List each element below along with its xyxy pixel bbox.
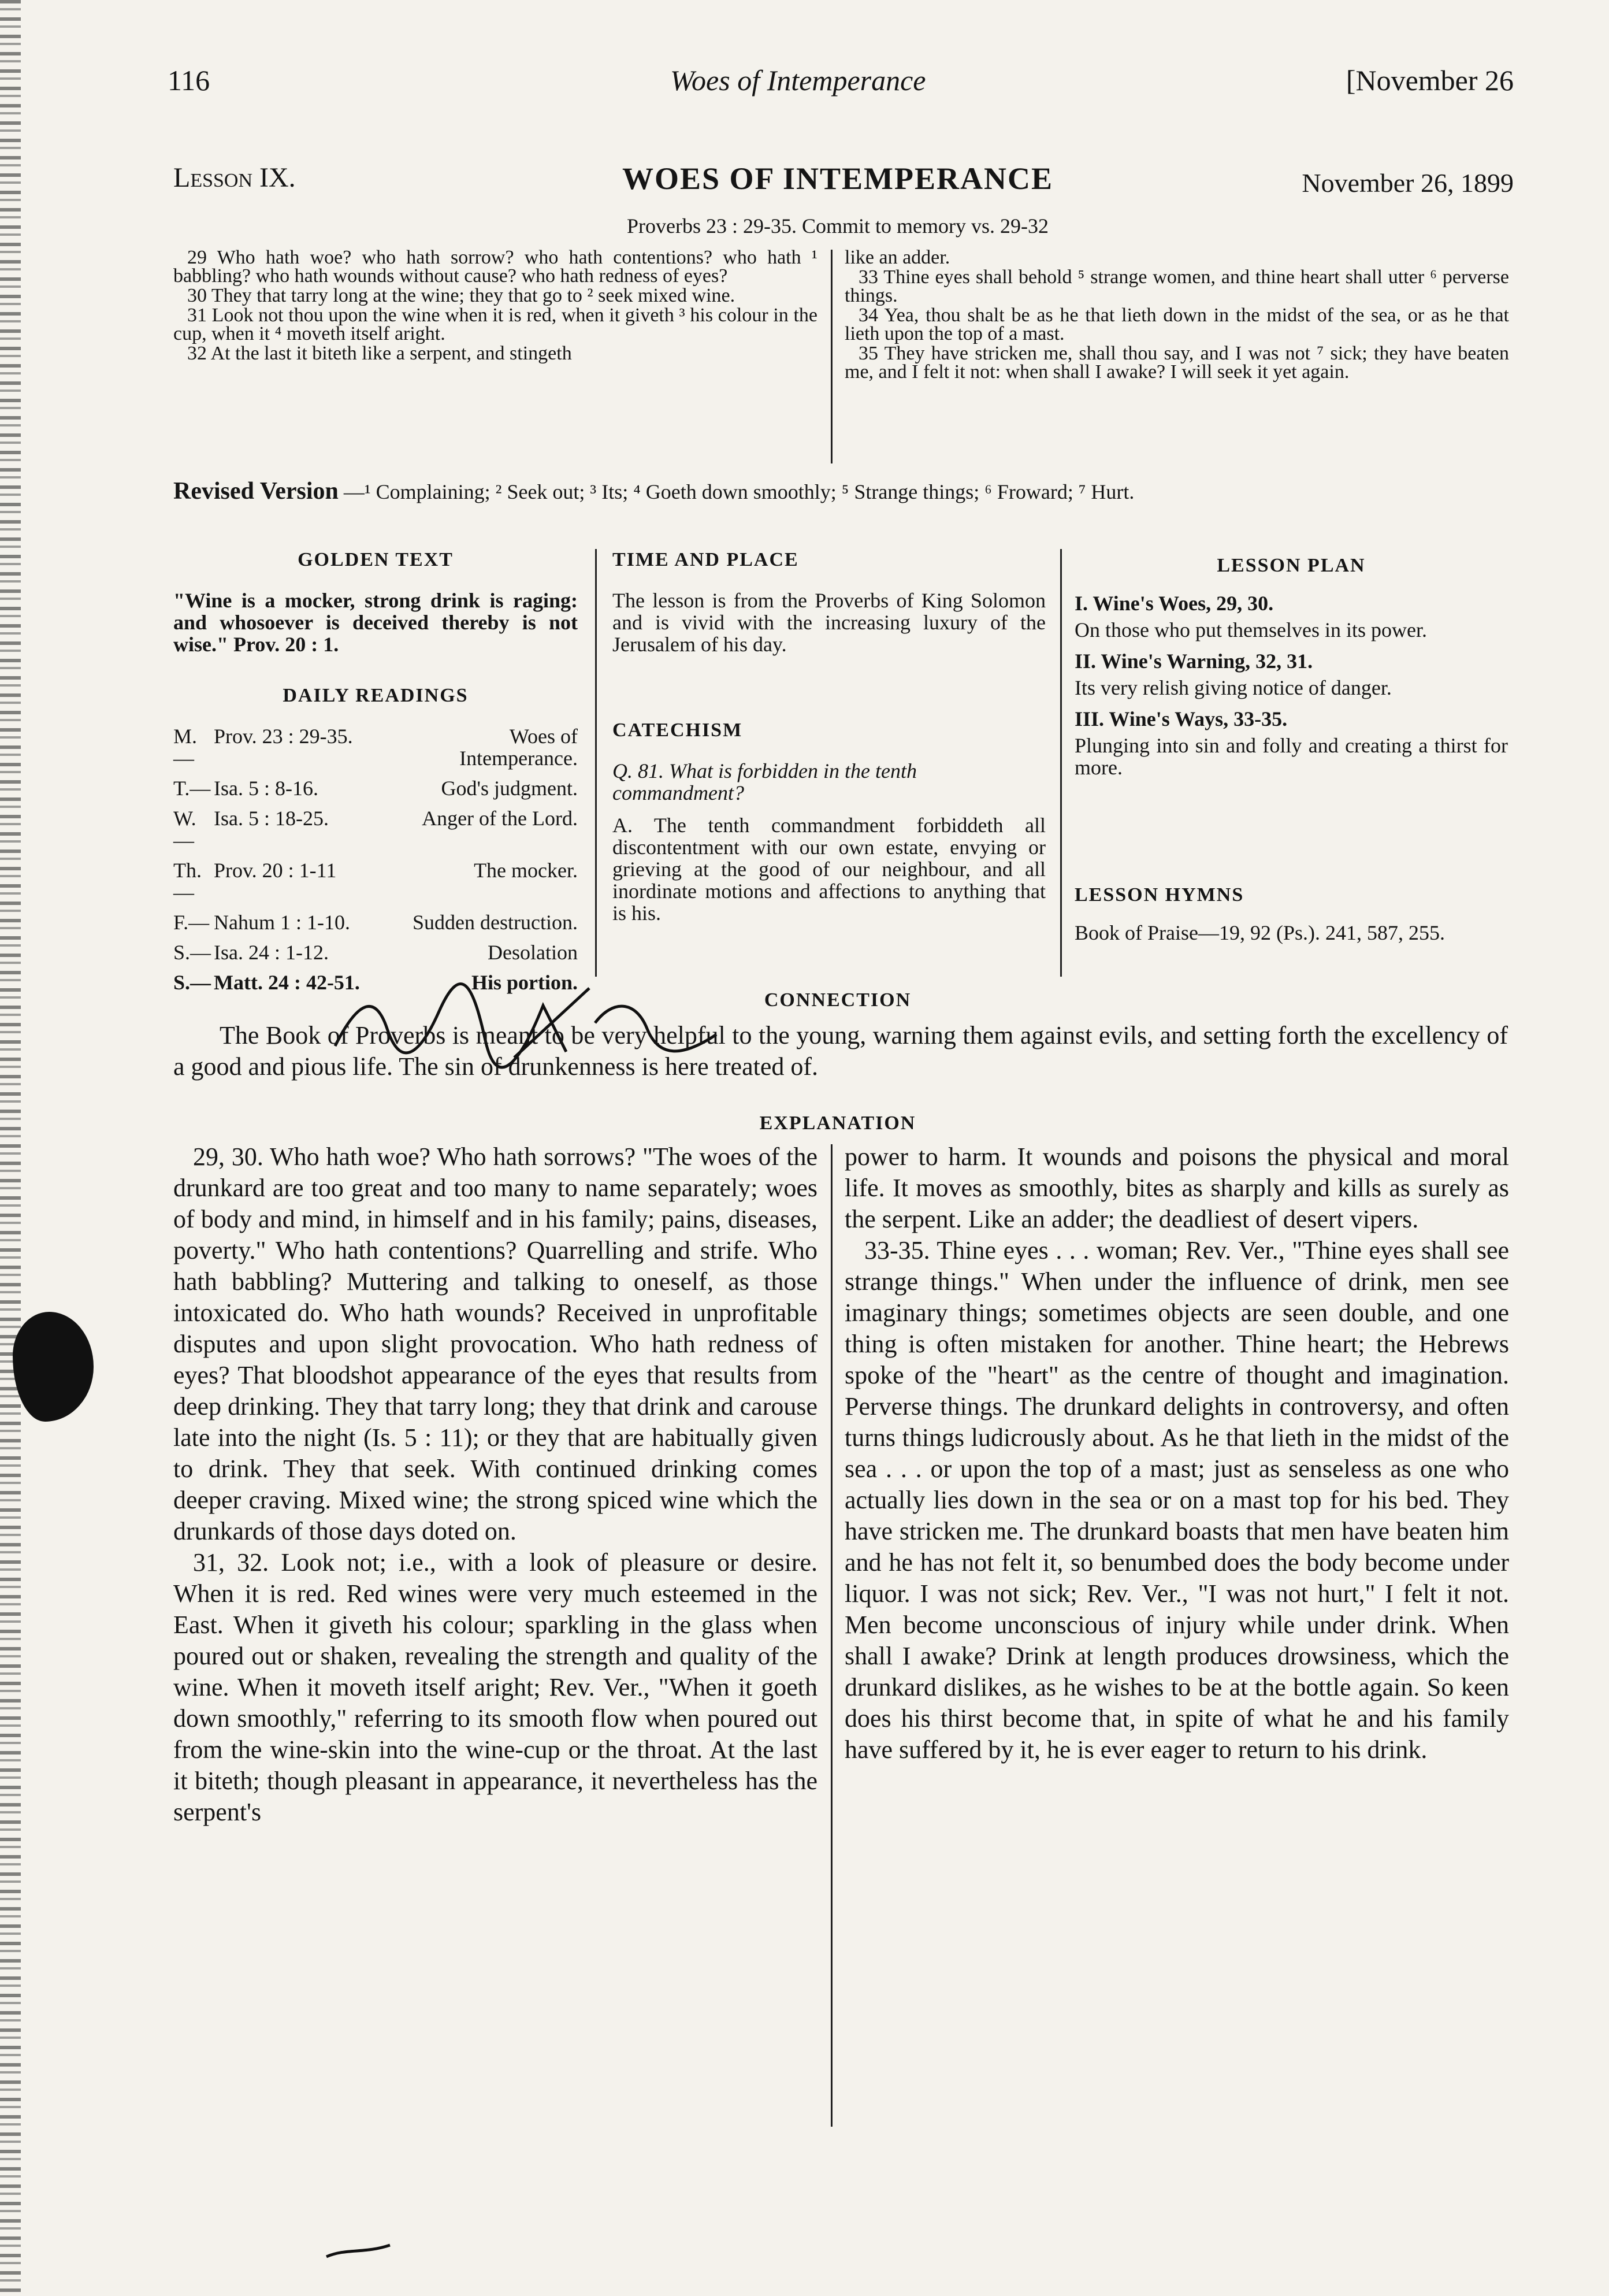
reading-row — [173, 859, 578, 903]
revised-version — [173, 480, 1508, 503]
verse-31: 31 Look not thou upon the wine when it is red, when it giveth ³ his colour in the cup, when it ⁴ moveth itself aright. — [173, 305, 817, 344]
verse-34: 34 Yea, thou shalt be as he that lieth down in the midst of the sea, or as he that lieth upon the top of a mast. — [845, 305, 1509, 344]
verse-30: 30 They that tarry long at the wine; they that go to ² seek mixed wine. — [187, 285, 735, 306]
running-date: [November 26 — [1346, 64, 1514, 97]
reading-title: God's judgment. — [441, 777, 578, 800]
reading-day: F.— — [173, 911, 210, 934]
lesson-hymns-heading: LESSON HYMNS — [1075, 884, 1244, 906]
column-divider-1 — [595, 549, 597, 977]
reading-ref: Matt. 24 : 42-51. — [214, 971, 360, 994]
explanation-heading: EXPLANATION — [759, 1112, 916, 1134]
reading-ref: Prov. 20 : 1-11 — [214, 859, 337, 882]
time-place-heading: TIME AND PLACE — [612, 549, 799, 570]
scripture-left-column — [173, 248, 817, 364]
lesson-number: Lesson IX. — [173, 162, 296, 193]
catechism-answer: A. The tenth commandment forbiddeth all discontentment with our own estate, envying or grieving at the good of our neighbour, and all inordinate motions and affections to anything that is his. — [612, 814, 1046, 925]
plan-item-text: On those who put themselves in its power. — [1075, 618, 1427, 641]
lesson-plan-list — [1075, 592, 1508, 783]
reading-day: M.— — [173, 725, 198, 770]
running-title: Woes of Intemperance — [670, 64, 926, 97]
lesson-title: WOES OF INTEMPERANCE — [622, 161, 1054, 196]
verse-29: 29 Who hath woe? who hath sorrow? who hath contentions? who hath ¹ babbling? who hath wounds without cause? who hath redness of eyes? — [173, 247, 817, 287]
reading-ref: Isa. 5 : 8-16. — [214, 777, 318, 800]
ink-blot — [13, 1312, 94, 1422]
plan-item-title: II. Wine's Warning, 32, 31. — [1075, 650, 1313, 673]
reading-day: Th.— — [173, 859, 202, 904]
reading-day: S.— — [173, 971, 211, 994]
lesson-hymns-text: Book of Praise—19, 92 (Ps.). 241, 587, 255. — [1075, 921, 1445, 944]
reading-title: Desolation — [488, 941, 578, 964]
catechism-heading: CATECHISM — [612, 719, 743, 741]
reading-row — [173, 941, 578, 963]
scripture-divider — [831, 250, 833, 463]
page-number: 116 — [168, 64, 210, 97]
connection-heading: CONNECTION — [764, 989, 912, 1011]
reading-row — [173, 911, 578, 933]
reading-title: His portion. — [471, 971, 578, 994]
golden-text: "Wine is a mocker, strong drink is raging: and whosoever is deceived thereby is not wise." Prov. 20 : 1. — [173, 589, 578, 656]
revised-version-label: Revised Version — [173, 478, 339, 505]
column-divider-2 — [1060, 549, 1062, 977]
verse-32-cont: like an adder. — [845, 247, 950, 268]
connection-paragraph: The Book of Proverbs is meant to be very helpful to the young, warning them against evils, and setting forth the excellency of a good and pious life. The sin of drunkenness is here treated of. — [173, 1021, 1508, 1081]
explanation-paragraph: power to harm. It wounds and poisons the physical and moral life. It moves as smoothly, bites as sharply and kills as surely as the serpent. Like an adder; the deadliest of desert vipers. — [845, 1143, 1509, 1233]
plan-item-text: Plunging into sin and folly and creating a thirst for more. — [1075, 734, 1508, 779]
scripture-reference: Proverbs 23 : 29-35. Commit to memory vs. 29-32 — [627, 214, 1049, 238]
verse-33: 33 Thine eyes shall behold ⁵ strange women, and thine heart shall utter ⁶ perverse things. — [845, 266, 1509, 306]
revised-version-text: —¹ Complaining; ² Seek out; ³ Its; ⁴ Goeth down smoothly; ⁵ Strange things; ⁶ Froward; ⁷ Hurt. — [343, 480, 1135, 503]
plan-item-title: III. Wine's Ways, 33-35. — [1075, 707, 1288, 730]
explanation-paragraph: 33-35. Thine eyes . . . woman; Rev. Ver., "Thine eyes shall see strange things." When under the influence of drink, men see imaginary things; sometimes objects are seen double, and one thing is often mistaken for another. Thine heart; the Hebrews spoke of the "heart" as the centre of thought and imagination. Perverse things. The drunkard delights in controversy, and often turns things ludicrously about. As he that lieth in the midst of the sea . . . or upon the top of a mast; just as senseless as one who actually lies down in the sea or on a mast top for his bed. They have stricken me. The drunkard boasts that men have beaten him and he has not felt it, so benumbed does the body become under liquor. I was not sick; Rev. Ver., "I was not hurt," I felt it not. Men become unconscious of injury while under drink. When shall I awake? Drink at length produces drowsiness, which the drunkard dislikes, as he wishes to be at the bottle again. So keen does his thirst become that, in spite of what he and his family have suffered by it, he is ever eager to return to his drink. — [845, 1236, 1509, 1764]
plan-item-text: Its very relish giving notice of danger. — [1075, 676, 1392, 699]
reading-ref: Nahum 1 : 1-10. — [214, 911, 350, 934]
binding-edge — [0, 0, 21, 2296]
reading-ref: Prov. 23 : 29-35. — [214, 725, 353, 748]
daily-readings-heading: DAILY READINGS — [283, 685, 469, 706]
reading-row — [173, 777, 578, 799]
reading-title: Sudden destruction. — [413, 911, 578, 934]
daily-readings-list — [173, 725, 578, 993]
verse-32: 32 At the last it biteth like a serpent, and stingeth — [187, 343, 572, 364]
reading-ref: Isa. 5 : 18-25. — [214, 807, 329, 830]
reading-row — [173, 971, 578, 993]
explanation-paragraph: 31, 32. Look not; i.e., with a look of pleasure or desire. When it is red. Red wines were very much esteemed in the East. When it giveth his colour; sparkling in the glass when poured out or shaken, revealing the strength and quality of the wine. When it moveth itself aright; Rev. Ver., "When it goeth down smoothly," referring to its smooth flow when poured out from the wine-skin into the wine-cup or the throat. At the last it biteth; though pleasant in appearance, it nevertheless has the serpent's — [173, 1548, 817, 1826]
connection-text — [173, 1020, 1508, 1082]
time-place-text: The lesson is from the Proverbs of King Solomon and is vivid with the increasing luxury of the Jerusalem of his day. — [612, 589, 1046, 656]
plan-item-title: I. Wine's Woes, 29, 30. — [1075, 592, 1274, 615]
reading-day: W.— — [173, 807, 196, 852]
pen-mark — [324, 2242, 393, 2260]
scripture-right-column — [845, 248, 1509, 383]
lesson-date: November 26, 1899 — [1302, 168, 1514, 198]
catechism-question: Q. 81. What is forbidden in the tenth commandment? — [612, 759, 917, 804]
reading-ref: Isa. 24 : 1-12. — [214, 941, 329, 964]
explanation-paragraph: 29, 30. Who hath woe? Who hath sorrows? "The woes of the drunkard are too great and too many to name separately; woes of body and mind, in himself and in his family; pains, diseases, poverty." Who hath contentions? Quarrelling and strife. Who hath babbling? Muttering and talking to oneself, as those intoxicated do. Who hath wounds? Received in unprofitable disputes and upon slight provocation. Who hath redness of eyes? That bloodshot appearance of the eyes that results from deep drinking. They that tarry long; they that drink and carouse late into the night (Is. 5 : 11); or they that are habitually given to drink. They that seek. With continued drinking comes deeper craving. Mixed wine; the strong spiced wine which the drunkards of those days doted on. — [173, 1143, 817, 1545]
catechism-block — [612, 760, 1046, 929]
explanation-left-column — [173, 1141, 817, 1828]
lesson-plan-heading: LESSON PLAN — [1217, 555, 1366, 576]
verse-35: 35 They have stricken me, shall thou say, and I was not ⁷ sick; they have beaten me, and I felt it not: when shall I awake? I will seek it yet again. — [845, 343, 1509, 383]
explanation-right-column — [845, 1141, 1509, 1765]
reading-title: Woes of Intemperance. — [459, 725, 578, 770]
explanation-divider — [831, 1144, 833, 2127]
reading-title: The mocker. — [474, 859, 578, 882]
reading-day: S.— — [173, 941, 211, 964]
golden-text-heading: GOLDEN TEXT — [298, 549, 454, 570]
reading-row — [173, 725, 578, 769]
reading-row — [173, 807, 578, 851]
reading-day: T.— — [173, 777, 211, 800]
reading-title: Anger of the Lord. — [422, 807, 578, 830]
